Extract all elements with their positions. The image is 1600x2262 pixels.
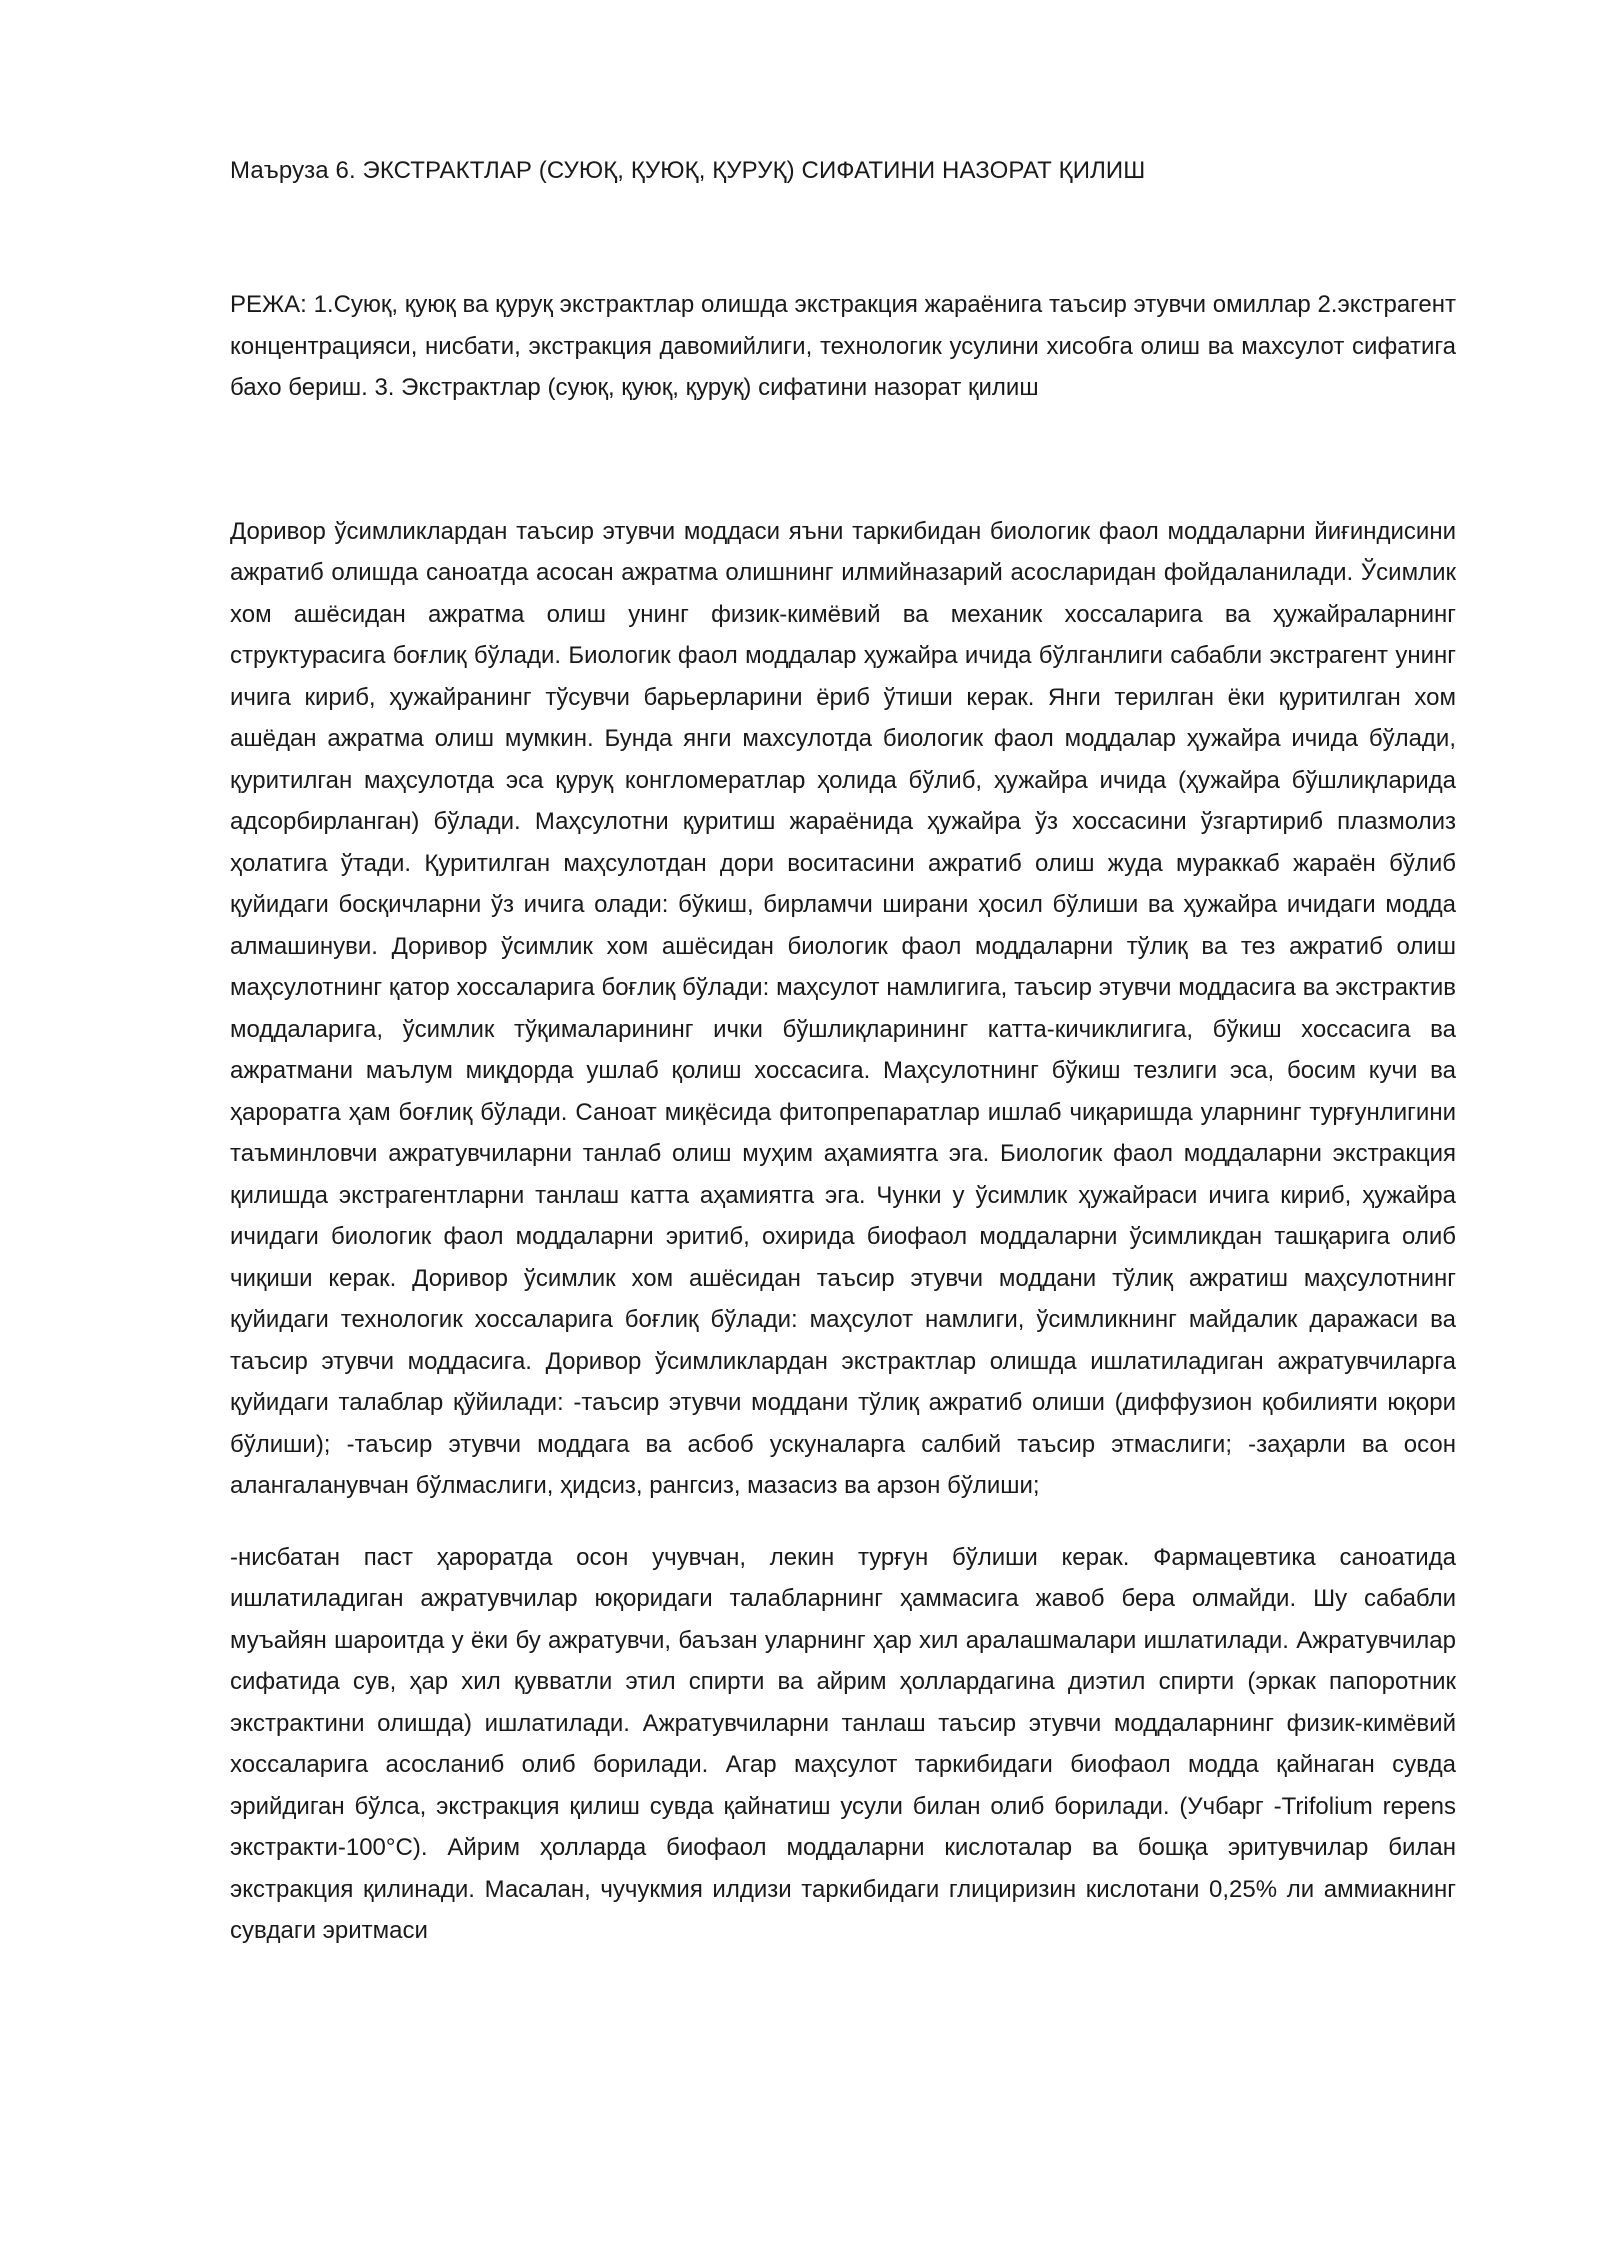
lecture-plan: РЕЖА: 1.Суюқ, қуюқ ва қуруқ экстрактлар олишда экстракция жараёнига таъсир этувчи омиллар 2.экстрагент концентрацияси, нисбати, экстракция давомийлиги, технологик усулини хисобга олиш ва махсулот сифатига бахо бериш. 3. Экстрактлар (суюқ, қуюқ, қуруқ) сифатини назорат қилиш bbox=[230, 291, 1456, 401]
lecture-title: Маъруза 6. ЭКСТРАКТЛАР (СУЮҚ, ҚУЮҚ, ҚУРУҚ) СИФАТИНИ НАЗОРАТ ҚИЛИШ bbox=[230, 157, 1146, 184]
document-content bbox=[230, 150, 1456, 1952]
body-paragraph-1: Доривор ўсимликлардан таъсир этувчи моддаси яъни таркибидан биологик фаол моддаларни йиғиндисини ажратиб олишда саноатда асосан ажратма олишнинг илмийназарий асосларидан фойдаланилади. Ўсимлик хом ашёсидан ажратма олиш унинг физик-кимёвий ва механик хоссаларига ва ҳужайраларнинг структурасига боғлиқ бўлади. Биологик фаол моддалар ҳужайра ичида бўлганлиги сабабли экстрагент унинг ичига кириб, ҳужайранинг тўсувчи барьерларини ёриб ўтиши керак. Янги терилган ёки қуритилган хом ашёдан ажратма олиш мумкин. Бунда янги махсулотда биологик фаол моддалар ҳужайра ичида бўлади, қуритилган маҳсулотда эса қуруқ конгломератлар ҳолида бўлиб, ҳужайра ичида (ҳужайра бўшлиқларида адсорбирланган) бўлади. Маҳсулотни қуритиш жараёнида ҳужайра ўз хоссасини ўзгартириб плазмолиз ҳолатига ўтади. Қуритилган маҳсулотдан дори воситасини ажратиб олиш жуда мураккаб жараён бўлиб қуйидаги босқичларни ўз ичига олади: бўкиш, бирламчи ширани ҳосил бўлиши ва ҳужайра ичидаги модда алмашинуви. Доривор ўсимлик хом ашёсидан биологик фаол моддаларни тўлиқ ва тез ажратиб олиш маҳсулотнинг қатор хоссаларига боғлиқ бўлади: маҳсулот намлигига, таъсир этувчи моддасига ва экстрактив моддаларига, ўсимлик тўқималарининг ички бўшлиқларининг катта-кичиклигига, бўкиш хоссасига ва ажратмани маълум миқдорда ушлаб қолиш хоссасига. Маҳсулотнинг бўкиш тезлиги эса, босим кучи ва ҳароратга ҳам боғлиқ бўлади. Саноат миқёсида фитопрепаратлар ишлаб чиқаришда уларнинг турғунлигини таъминловчи ажратувчиларни танлаб олиш муҳим аҳамиятга эга. Биологик фаол моддаларни экстракция қилишда экстрагентларни танлаш катта аҳамиятга эга. Чунки у ўсимлик ҳужайраси ичига кириб, ҳужайра ичидаги биологик фаол моддаларни эритиб, охирида биофаол моддаларни ўсимликдан ташқарига олиб чиқиши керак. Доривор ўсимлик хом ашёсидан таъсир этувчи моддани тўлиқ ажратиш маҳсулотнинг қуйидаги технологик хоссаларига боғлиқ бўлади: маҳсулот намлиги, ўсимликнинг майдалик даражаси ва таъсир этувчи моддасига. Доривор ўсимликлардан экстрактлар олишда ишлатиладиган ажратувчиларга қуйидаги талаблар қўйилади: -таъсир этувчи моддани тўлиқ ажратиб олиши (диффузион қобилияти юқори бўлиши); -таъсир этувчи моддага ва асбоб ускуналарга салбий таъсир этмаслиги; -заҳарли ва осон алангаланувчан бўлмаслиги, ҳидсиз, рангсиз, мазасиз ва арзон бўлиши; bbox=[230, 517, 1456, 1499]
body-paragraph-2: -нисбатан паст ҳароратда осон учувчан, лекин турғун бўлиши керак. Фармацевтика саноатида ишлатиладиган ажратувчилар юқоридаги талабларнинг ҳаммасига жавоб бера олмайди. Шу сабабли муъайян шароитда у ёки бу ажратувчи, баъзан уларнинг ҳар хил аралашмалари ишлатилади. Ажратувчилар сифатида сув, ҳар хил қувватли этил спирти ва айрим ҳоллардагина диэтил спирти (эркак папоротник экстрактини олишда) ишлатилади. Ажратувчиларни танлаш таъсир этувчи моддаларнинг физик-кимёвий хоссаларига асосланиб олиб борилади. Агар маҳсулот таркибидаги биофаол модда қайнаган сувда эрийдиган бўлса, экстракция қилиш сувда қайнатиш усули билан олиб борилади. (Учбарг -Trifolium repens экстракти-100°С). Айрим ҳолларда биофаол моддаларни кислоталар ва бошқа эритувчилар билан экстракция қилинади. Масалан, чучукмия илдизи таркибидаги глициризин кислотани 0,25% ли аммиакнинг сувдаги эритмаси bbox=[230, 1543, 1456, 1944]
